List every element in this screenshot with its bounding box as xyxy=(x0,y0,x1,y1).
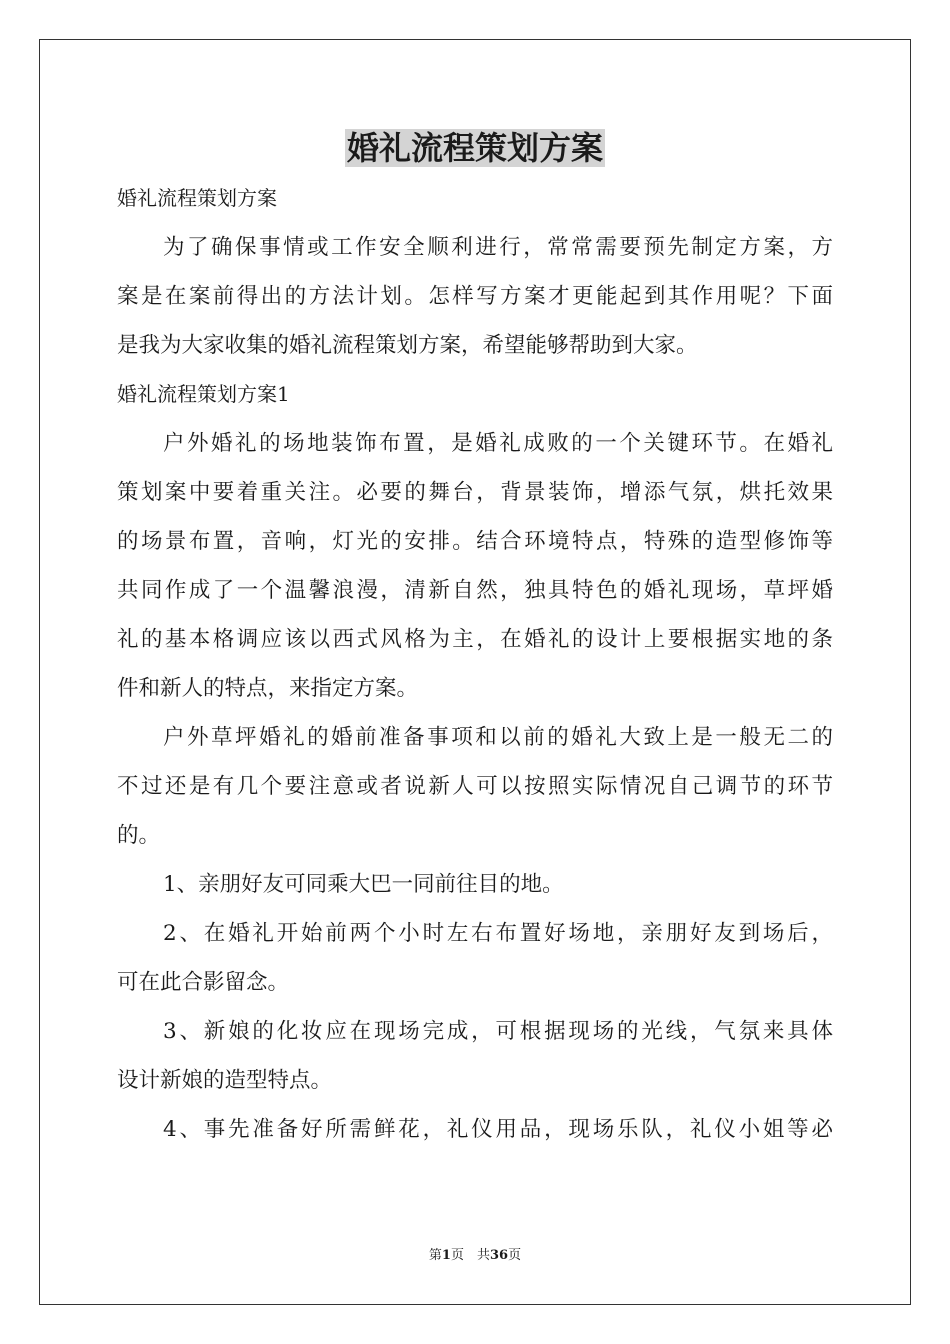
list-item: 1、亲朋好友可同乘大巴一同前往目的地。 xyxy=(163,872,564,897)
section-heading: 婚礼流程策划方案1 xyxy=(117,382,290,406)
paragraph-line: 的。 xyxy=(117,823,161,848)
document-title-text: 婚礼流程策划方案 xyxy=(346,129,603,167)
paragraph-line: 的场景布置，音响，灯光的安排。结合环境特点，特殊的造型修饰等 xyxy=(117,529,833,554)
list-item: 2、在婚礼开始前两个小时左右布置好场地，亲朋好友到场后， xyxy=(163,921,833,946)
paragraph-line: 共同作成了一个温馨浪漫，清新自然，独具特色的婚礼现场，草坪婚 xyxy=(117,578,833,603)
paragraph-line: 件和新人的特点，来指定方案。 xyxy=(117,676,419,701)
paragraph-line: 礼的基本格调应该以西式风格为主，在婚礼的设计上要根据实地的条 xyxy=(117,627,833,652)
list-item: 可在此合影留念。 xyxy=(117,970,290,995)
list-item: 4、事先准备好所需鲜花，礼仪用品，现场乐队，礼仪小姐等必 xyxy=(163,1117,833,1142)
footer-prefix: 第 xyxy=(428,1248,442,1263)
document-title xyxy=(0,124,950,172)
paragraph-line: 户外草坪婚礼的婚前准备事项和以前的婚礼大致上是一般无二的 xyxy=(163,725,833,750)
current-page-number: 1 xyxy=(441,1248,451,1263)
list-item: 3、新娘的化妆应在现场完成，可根据现场的光线，气氛来具体 xyxy=(163,1019,833,1044)
document-body xyxy=(117,174,833,1154)
document-subtitle: 婚礼流程策划方案 xyxy=(117,186,277,210)
footer-suffix: 页 xyxy=(508,1248,522,1263)
footer-mid: 页 共 xyxy=(450,1248,490,1263)
total-page-count: 36 xyxy=(489,1248,509,1263)
paragraph-line: 户外婚礼的场地装饰布置，是婚礼成败的一个关键环节。在婚礼 xyxy=(163,431,833,456)
intro-line: 是我为大家收集的婚礼流程策划方案，希望能够帮助到大家。 xyxy=(117,333,698,358)
intro-line: 为了确保事情或工作安全顺利进行，常常需要预先制定方案，方 xyxy=(163,235,833,260)
paragraph-line: 不过还是有几个要注意或者说新人可以按照实际情况自己调节的环节 xyxy=(117,774,833,799)
list-item: 设计新娘的造型特点。 xyxy=(117,1068,333,1093)
paragraph-line: 策划案中要着重关注。必要的舞台，背景装饰，增添气氛，烘托效果 xyxy=(117,480,833,505)
intro-line: 案是在案前得出的方法计划。怎样写方案才更能起到其作用呢？下面 xyxy=(117,284,833,309)
page-footer xyxy=(0,1246,950,1266)
